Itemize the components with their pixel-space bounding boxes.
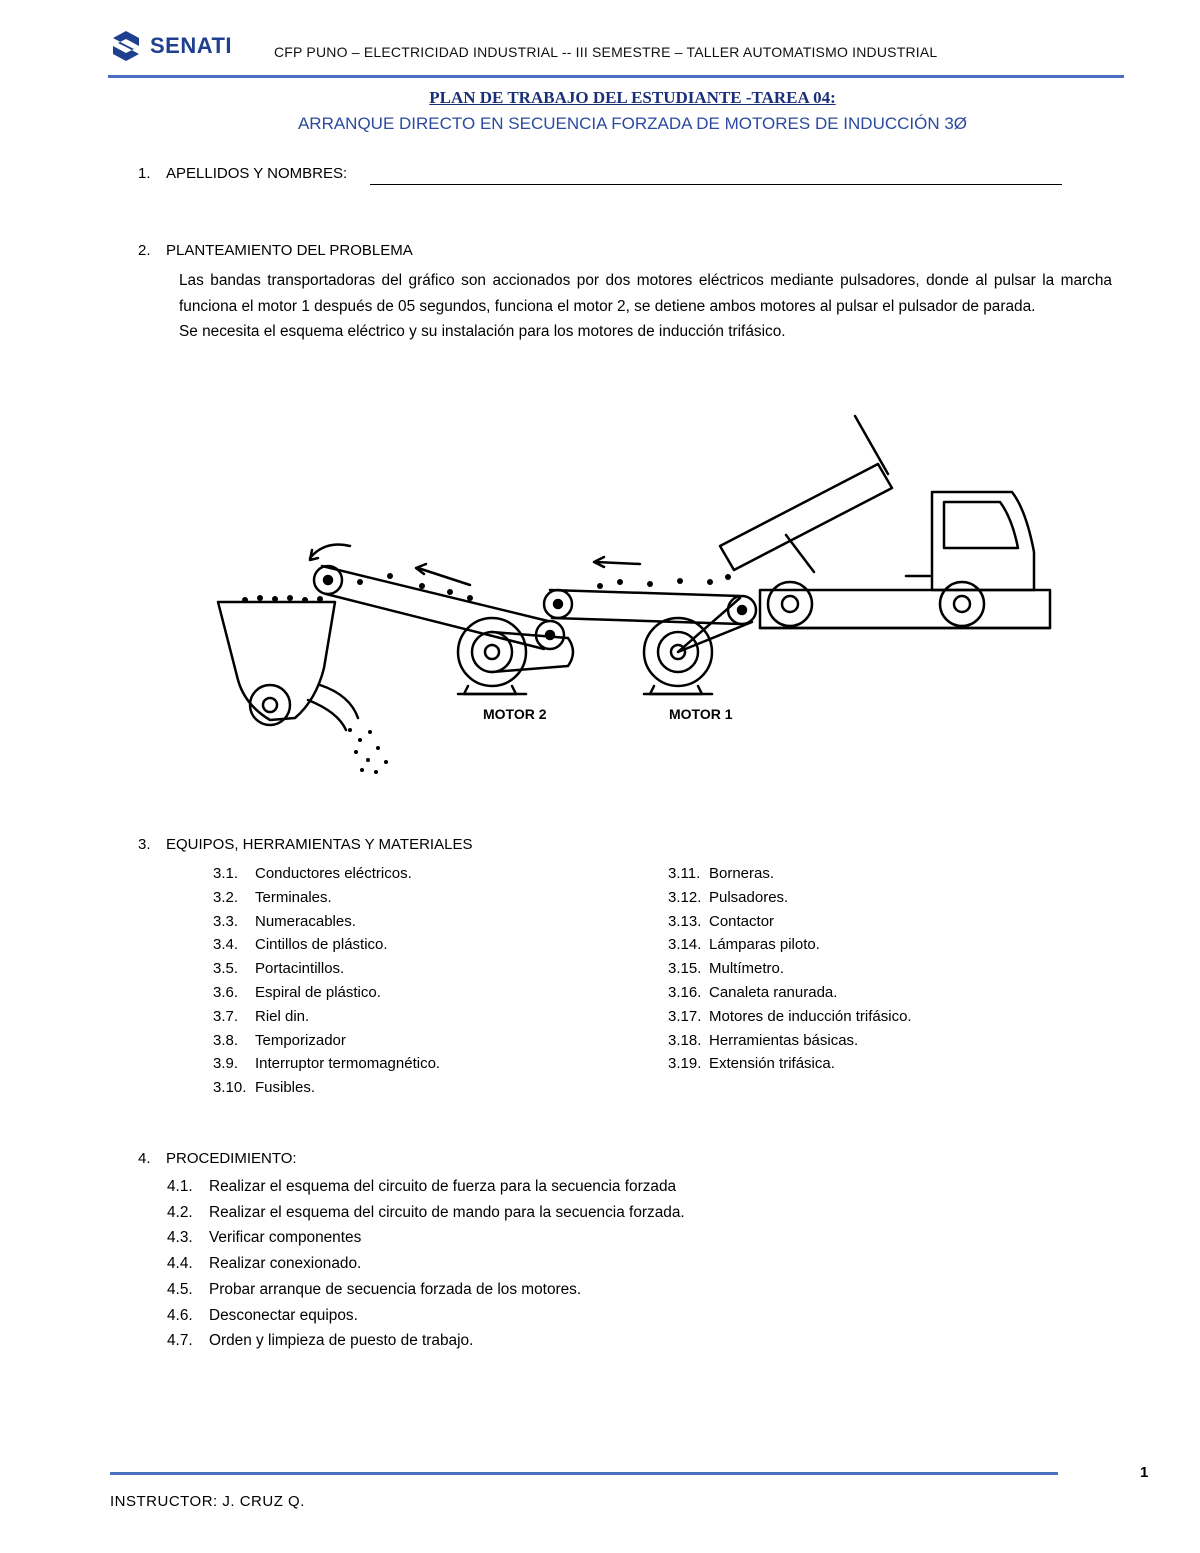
senati-logo-icon: [108, 28, 144, 64]
page-number: 1: [1140, 1464, 1149, 1481]
motor-1-label: MOTOR 1: [669, 706, 733, 722]
problem-paragraph: Las bandas transportadoras del gráfico son accionados por dos motores eléctricos mediante pulsadores, donde al pulsar la marcha funciona el motor 1 después de 05 segundos, funciona el motor 2, se detiene ambos motores al pulsar el pulsador de parada.: [179, 272, 1112, 315]
section-label: PLANTEAMIENTO DEL PROBLEMA: [166, 242, 413, 259]
section-4-heading: [138, 1150, 297, 1167]
motor-2: [458, 618, 526, 686]
list-item: 4.7. Orden y limpieza de puesto de trabajo.: [167, 1332, 474, 1350]
conveyor-illustration: [200, 400, 1060, 790]
section-number: 1.: [138, 165, 151, 182]
section-label: PROCEDIMIENTO:: [166, 1150, 297, 1167]
list-item: 3.7. Riel din.: [213, 1007, 310, 1025]
list-item: 3.11. Borneras.: [668, 865, 775, 882]
section-label: APELLIDOS Y NOMBRES:: [166, 165, 348, 182]
list-item: 4.3. Verificar componentes: [167, 1229, 362, 1247]
motor-2-label: MOTOR 2: [483, 706, 547, 722]
list-item: 3.8. Temporizador: [213, 1031, 346, 1049]
materials-list-column-1: [213, 862, 440, 1100]
section-1-heading: [138, 165, 347, 182]
problem-paragraph: Se necesita el esquema eléctrico y su instalación para los motores de inducción trifásico.: [179, 323, 786, 340]
list-item: 4.2. Realizar el esquema del circuito de mando para la secuencia forzada.: [167, 1203, 685, 1221]
section-3-heading: [138, 836, 472, 853]
list-item: 3.14. Lámparas piloto.: [668, 936, 820, 954]
list-item: 3.12. Pulsadores.: [668, 888, 789, 906]
footer-divider: [110, 1472, 1058, 1475]
list-item: 4.4. Realizar conexionado.: [167, 1255, 362, 1273]
procedure-list: [167, 1174, 685, 1354]
document-subtitle: ARRANQUE DIRECTO EN SECUENCIA FORZADA DE MOTORES DE INDUCCIÓN 3Ø: [297, 114, 968, 133]
logo-text: SENATI: [150, 33, 233, 58]
section-number: 2.: [138, 242, 151, 259]
list-item: 3.13. Contactor: [668, 912, 775, 930]
list-item: 3.16. Canaleta ranurada.: [668, 983, 838, 1001]
list-item: 4.5. Probar arranque de secuencia forzada de los motores.: [167, 1280, 582, 1298]
truck-front-wheel: [940, 582, 984, 626]
list-item: 3.5. Portacintillos.: [213, 960, 345, 978]
problem-statement: [179, 268, 1112, 345]
list-item: 3.15. Multímetro.: [668, 960, 785, 978]
name-fill-line[interactable]: [370, 184, 1062, 185]
list-item: 3.3. Numeracables.: [213, 912, 356, 930]
section-label: EQUIPOS, HERRAMIENTAS Y MATERIALES: [166, 836, 473, 853]
list-item: 3.17. Motores de inducción trifásico.: [668, 1007, 912, 1025]
list-item: 4.1. Realizar el esquema del circuito de fuerza para la secuencia forzada: [167, 1178, 677, 1195]
list-item: 3.19. Extensión trifásica.: [668, 1055, 835, 1073]
list-item: 3.4. Cintillos de plástico.: [213, 936, 388, 954]
senati-logo: [108, 28, 232, 64]
list-item: 3.2. Terminales.: [213, 888, 332, 906]
materials-list-column-2: [668, 862, 912, 1076]
document-title: PLAN DE TRABAJO DEL ESTUDIANTE -TAREA 04:: [429, 88, 836, 107]
section-number: 4.: [138, 1150, 151, 1167]
header-title: CFP PUNO – ELECTRICIDAD INDUSTRIAL -- III SEMESTRE – TALLER AUTOMATISMO INDUSTRIAL: [274, 44, 938, 60]
list-item: 3.9. Interruptor termomagnético.: [213, 1055, 441, 1073]
list-item: 3.6. Espiral de plástico.: [213, 983, 381, 1001]
list-item: 3.10. Fusibles.: [213, 1079, 316, 1097]
header-divider: [108, 75, 1124, 78]
truck-rear-wheel: [768, 582, 812, 626]
instructor-name: INSTRUCTOR: J. CRUZ Q.: [110, 1493, 305, 1510]
list-item: 3.18. Herramientas básicas.: [668, 1031, 859, 1049]
section-number: 3.: [138, 836, 151, 853]
section-2-heading: [138, 242, 413, 259]
list-item: 3.1. Conductores eléctricos.: [213, 865, 412, 882]
truck-dump-bed: [720, 464, 892, 570]
list-item: 4.6. Desconectar equipos.: [167, 1306, 358, 1324]
